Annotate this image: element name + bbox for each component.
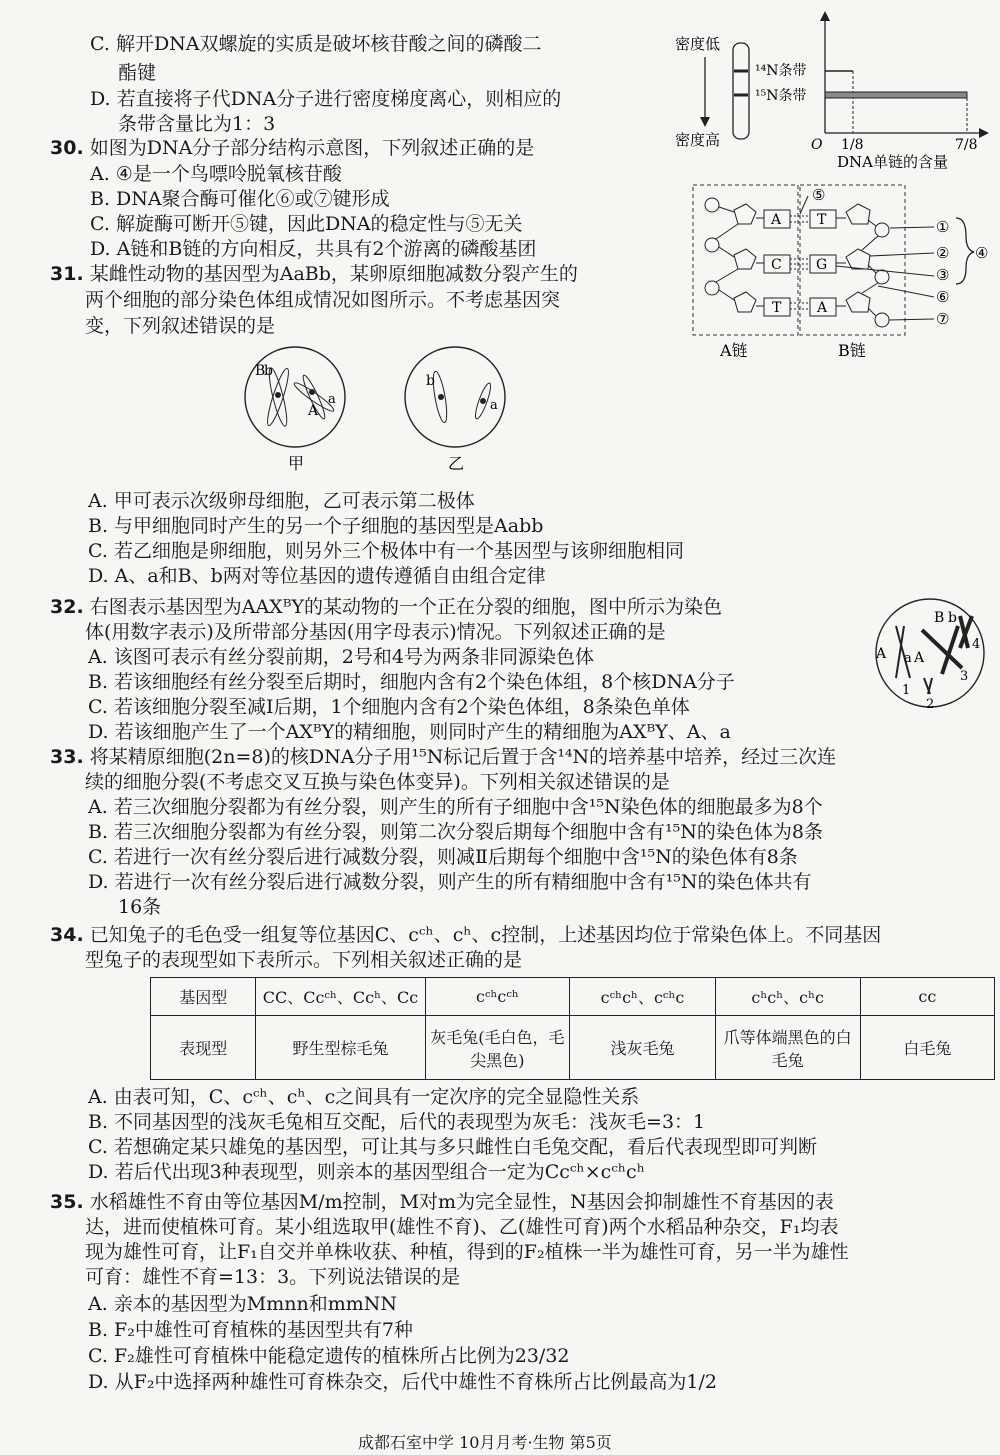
- q31-option-d: D. A、a和B、b两对等位基因的遗传遵循自由组合定律: [88, 565, 546, 587]
- cell-gene-b-upper: B: [934, 610, 945, 626]
- q33-option-a: A. 若三次细胞分裂都为有丝分裂，则产生的所有子细胞中含¹⁵N染色体的细胞最多为8个: [88, 796, 823, 818]
- q30-stem: [50, 136, 534, 161]
- q32-option-c: C. 若该细胞分裂至减Ⅰ后期，1个细胞内含有2个染色体组，8条染色单体: [88, 696, 690, 718]
- q33-option-d-line2: 16条: [118, 896, 162, 918]
- tick-7-8: 7/8: [955, 137, 978, 153]
- q34-option-b: B. 不同基因型的浅灰毛兔相互交配，后代的表现型为灰毛：浅灰毛=3：1: [88, 1111, 706, 1133]
- table-row: [151, 978, 995, 1016]
- label-7: ⑦: [936, 310, 950, 328]
- q29-option-d-line2: 条带含量比为1：3: [118, 113, 276, 135]
- q35-option-a: A. 亲本的基因型为Mmnn和mmNN: [88, 1293, 398, 1315]
- q33-stem-text: 将某精原细胞(2n=8)的核DNA分子用¹⁵N标记后置于含¹⁴N的培养基中培养，经过三次连: [89, 746, 837, 768]
- q33-stem-line2: 续的细胞分裂(不考虑交叉互换与染色体变异)。下列相关叙述错误的是: [85, 771, 670, 793]
- tick-1-8: 1/8: [841, 137, 864, 153]
- chrom-1: 1: [902, 683, 911, 698]
- q34-number: 34.: [50, 924, 84, 946]
- q31-stem-line2: 两个细胞的部分染色体组成情况如图所示。不考虑基因突: [85, 289, 561, 311]
- base-a1: A: [771, 212, 782, 228]
- q32-stem-line2: 体(用数字表示)及所带部分基因(用字母表示)情况。下列叙述正确的是: [85, 621, 666, 643]
- genotype-cell: cᶜʰcʰ、cᶜʰc: [570, 978, 715, 1016]
- q35-option-c: C. F₂雄性可育植株中能稳定遗传的植株所占比例为23/32: [88, 1345, 570, 1367]
- q35-option-d: D. 从F₂中选择两种雄性可育株杂交，后代中雄性不育株所占比例最高为1/2: [88, 1371, 718, 1393]
- q31-option-c: C. 若乙细胞是卵细胞，则另外三个极体中有一个基因型与该卵细胞相同: [88, 540, 684, 562]
- phenotype-cell: 野生型棕毛兔: [256, 1016, 425, 1080]
- band-14n-label: ¹⁴N条带: [755, 63, 807, 79]
- genotype-cell: cc: [860, 978, 994, 1016]
- q30-option-d: D. A链和B链的方向相反，共具有2个游离的磷酸基团: [90, 238, 537, 260]
- cell-gene-a-1: A: [876, 646, 887, 662]
- q31-number: 31.: [50, 263, 84, 285]
- q29-option-c-line2: 酯键: [118, 62, 157, 84]
- phenotype-cell: 浅灰毛兔: [570, 1016, 715, 1080]
- base-c: C: [771, 257, 782, 273]
- q34-stem-line2: 型兔子的表现型如下表所示。下列相关叙述正确的是: [85, 949, 523, 971]
- q31-stem-line3: 变，下列叙述错误的是: [85, 315, 276, 337]
- q32-stem-text: 右图表示基因型为AAXᴮY的某动物的一个正在分裂的细胞，图中所示为染色: [89, 596, 723, 618]
- q32-cell-figure: [868, 598, 993, 713]
- chrom-3: 3: [960, 669, 969, 684]
- q31-option-b: B. 与甲细胞同时产生的另一个子细胞的基因型是Aabb: [88, 515, 544, 537]
- q29-option-c-line1: C. 解开DNA双螺旋的实质是破坏核苷酸之间的磷酸二: [90, 33, 542, 55]
- cell-yi: [405, 347, 505, 447]
- q35-stem-text: 水稻雄性不育由等位基因M/m控制，M对m为完全显性，N基因会抑制雄性不育基因的表: [89, 1191, 834, 1213]
- gene-a-upper: A: [308, 403, 319, 419]
- cell-yi-label: 乙: [448, 454, 465, 473]
- q33-option-b: B. 若三次细胞分裂都为有丝分裂，则第二次分裂后期每个细胞中含有¹⁵N的染色体为8条: [88, 821, 823, 843]
- q30-stem-text: 如图为DNA分子部分结构示意图，下列叙述正确的是: [89, 137, 535, 159]
- chain-b-label: B链: [838, 341, 866, 360]
- centrifuge-tube: [733, 43, 749, 139]
- band-15n-label: ¹⁵N条带: [755, 88, 807, 104]
- q32-number: 32.: [50, 596, 84, 618]
- q35-stem-line1: [50, 1190, 834, 1215]
- gene-b-lower-yi: b: [426, 373, 435, 389]
- gene-b-lower-jia: b: [264, 363, 273, 379]
- q32-option-d: D. 若该细胞产生了一个AXᴮY的精细胞，则同时产生的精细胞为AXᴮY、A、a: [88, 721, 731, 743]
- q31-stem-line1: [50, 262, 578, 287]
- q29-density-figure: [665, 5, 995, 175]
- density-low-label: 密度低: [675, 35, 721, 53]
- q30-dna-structure-figure: [690, 180, 995, 360]
- label-6: ⑥: [936, 288, 950, 306]
- phenotype-cell: 爪等体端黑色的白毛兔: [715, 1016, 860, 1080]
- cell-jia-label: 甲: [288, 454, 305, 473]
- base-t2: T: [817, 212, 827, 228]
- label-1: ①: [936, 218, 950, 236]
- q35-stem-line4: 可育：雄性不育=13：3。下列说法错误的是: [85, 1266, 461, 1288]
- q35-stem-line2: 达，进而使植株可育。某小组选取甲(雄性不育)、乙(雄性可育)两个水稻品种杂交，F₁均表: [85, 1216, 839, 1238]
- q31-option-a: A. 甲可表示次级卵母细胞，乙可表示第二极体: [88, 490, 475, 512]
- x-axis-label: DNA单链的含量: [837, 153, 948, 171]
- gene-a-lower-jia: a: [328, 392, 336, 407]
- q33-option-c: C. 若进行一次有丝分裂后进行减数分裂，则减Ⅱ后期每个细胞中含¹⁵N的染色体有8条: [88, 846, 798, 868]
- base-a2: A: [817, 300, 828, 316]
- q30-number: 30.: [50, 137, 84, 159]
- gene-b-upper: B: [255, 363, 266, 379]
- q34-stem-text: 已知兔子的毛色受一组复等位基因C、cᶜʰ、cʰ、c控制，上述基因均位于常染色体上。不同基因: [89, 924, 882, 946]
- q33-option-d-line1: D. 若进行一次有丝分裂后进行减数分裂，则产生的所有精细胞中含有¹⁵N的染色体共有: [88, 871, 812, 893]
- q33-stem-line1: [50, 745, 836, 770]
- q35-number: 35.: [50, 1191, 84, 1213]
- q30-option-b: B. DNA聚合酶可催化⑥或⑦键形成: [90, 188, 390, 210]
- q35-stem-line3: 现为雄性可育，让F₁自交并单株收获、种植，得到的F₂植株一半为雄性可育，另一半为雄性: [85, 1241, 849, 1263]
- q32-stem-line1: [50, 595, 722, 620]
- density-high-label: 密度高: [675, 131, 721, 149]
- label-5: ⑤: [812, 186, 826, 204]
- q34-option-a: A. 由表可知，C、cᶜʰ、cʰ、c之间具有一定次序的完全显隐性关系: [88, 1086, 640, 1108]
- phenotype-cell: 灰毛兔(毛白色，毛尖黑色): [425, 1016, 570, 1080]
- q32-option-b: B. 若该细胞经有丝分裂至后期时，细胞内含有2个染色体组，8个核DNA分子: [88, 671, 735, 693]
- q33-number: 33.: [50, 746, 84, 768]
- chain-a-label: A链: [720, 341, 748, 360]
- label-2: ②: [936, 244, 950, 262]
- cell-gene-b-lower: b: [948, 610, 957, 626]
- q34-stem-line1: [50, 923, 881, 948]
- page-footer: 成都石室中学 10月月考·生物 第5页: [358, 1433, 612, 1452]
- q35-option-b: B. F₂中雄性可育植株的基因型共有7种: [88, 1319, 413, 1341]
- label-4: ④: [975, 244, 989, 262]
- q32-option-a: A. 该图可表示有丝分裂前期，2号和4号为两条非同源染色体: [88, 646, 594, 668]
- genotype-cell: cʰcʰ、cʰc: [715, 978, 860, 1016]
- q34-option-c: C. 若想确定某只雄兔的基因型，可让其与多只雌性白毛兔交配，看后代表现型即可判断: [88, 1136, 817, 1158]
- base-g: G: [816, 257, 828, 273]
- base-t1: T: [772, 300, 782, 316]
- q34-option-d: D. 若后代出现3种表现型，则亲本的基因型组合一定为Ccᶜʰ×cᶜʰcʰ: [88, 1161, 645, 1183]
- phenotype-cell: 白毛兔: [860, 1016, 994, 1080]
- origin-label: O: [811, 137, 823, 153]
- q29-option-d-line1: D. 若直接将子代DNA分子进行密度梯度离心，则相应的: [90, 88, 562, 110]
- chrom-4: 4: [972, 637, 981, 652]
- row-header-genotype: 基因型: [151, 978, 256, 1016]
- cell-gene-a-2: A: [914, 650, 925, 666]
- bar-15n: [825, 92, 967, 98]
- genotype-cell: CC、Ccᶜʰ、Ccʰ、Cc: [256, 978, 425, 1016]
- row-header-phenotype: 表现型: [151, 1016, 256, 1080]
- genotype-phenotype-table: [150, 977, 995, 1080]
- chrom-2: 2: [926, 697, 935, 712]
- genotype-cell: cᶜʰcᶜʰ: [425, 978, 570, 1016]
- q30-option-c: C. 解旋酶可断开⑤键，因此DNA的稳定性与⑤无关: [90, 213, 523, 235]
- gene-a-lower-yi: a: [490, 398, 498, 413]
- label-3: ③: [936, 266, 950, 284]
- cell-gene-a-lower: a: [904, 651, 912, 666]
- table-row: [151, 1016, 995, 1080]
- q31-cells-figure: [240, 345, 540, 475]
- q30-option-a: A. ④是一个鸟嘌呤脱氧核苷酸: [90, 163, 342, 185]
- q31-stem-text: 某雌性动物的基因型为AaBb，某卵原细胞减数分裂产生的: [89, 263, 578, 285]
